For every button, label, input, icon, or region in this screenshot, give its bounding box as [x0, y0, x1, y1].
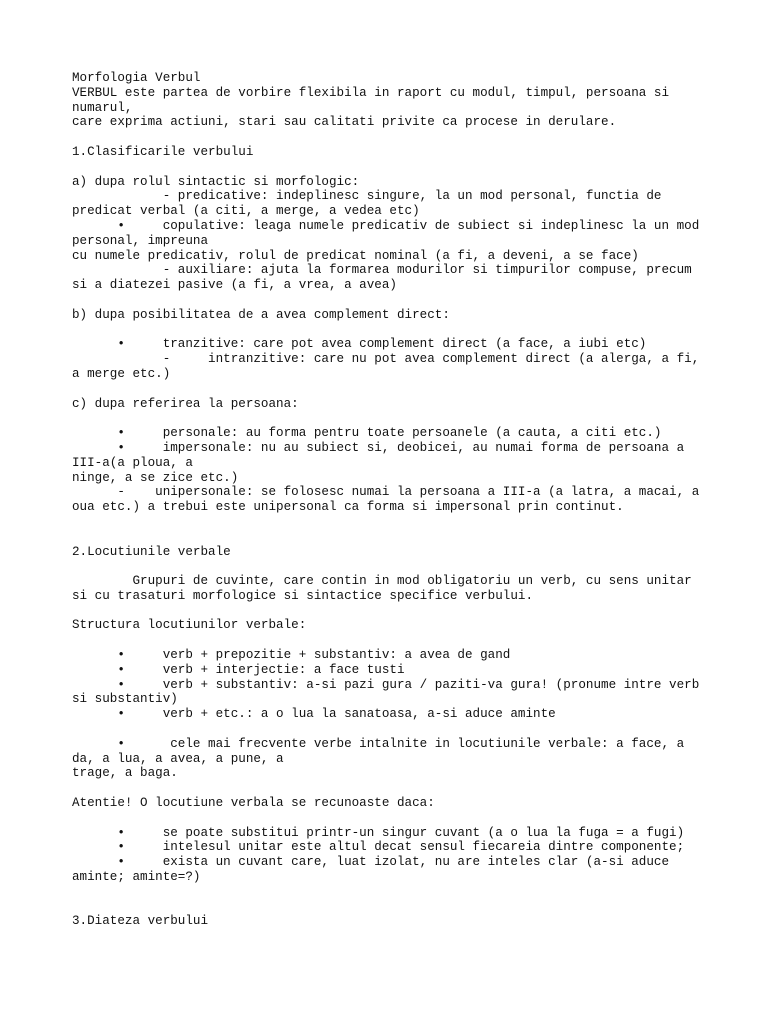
document-line: c) dupa referirea la persoana:	[72, 396, 299, 411]
document-line: care exprima actiuni, stari sau calitati privite ca procese in derulare.	[72, 115, 617, 130]
document-line: • exista un cuvant care, luat izolat, nu are inteles clar (a-si aduce	[72, 855, 670, 870]
document-line	[72, 323, 712, 338]
document-line	[72, 160, 712, 175]
document-line: Structura locutiunilor verbale:	[72, 618, 307, 633]
document-line: VERBUL este partea de vorbire flexibila in raport cu modul, timpul, persoana si	[72, 85, 670, 100]
document-line: a merge etc.)	[72, 366, 171, 381]
document-line: - auxiliare: ajuta la formarea modurilor si timpurilor compuse, precum	[72, 263, 692, 278]
document-line: da, a lua, a avea, a pune, a	[72, 751, 284, 766]
document-line: trage, a baga.	[72, 766, 178, 781]
document-line	[72, 633, 712, 648]
document-line: - intranzitive: care nu pot avea complement direct (a alerga, a fi,	[72, 352, 700, 367]
document-line: • intelesul unitar este altul decat sensul fiecareia dintre componente;	[72, 840, 685, 855]
document-line: • personale: au forma pentru toate persoanele (a cauta, a citi etc.)	[72, 426, 662, 441]
document-line: • verb + prepozitie + substantiv: a avea de gand	[72, 648, 511, 663]
document-line	[72, 382, 712, 397]
document-line	[72, 559, 712, 574]
document-line: aminte; aminte=?)	[72, 870, 201, 885]
document-line: numarul,	[72, 100, 133, 115]
document-line	[72, 411, 712, 426]
document-line: Grupuri de cuvinte, care contin in mod obligatoriu un verb, cu sens unitar	[72, 574, 692, 589]
document-line: 3.Diateza verbului	[72, 914, 209, 929]
document-line: b) dupa posibilitatea de a avea complement direct:	[72, 307, 450, 322]
document-line: a) dupa rolul sintactic si morfologic:	[72, 174, 360, 189]
document-line: personal, impreuna	[72, 233, 209, 248]
document-line: si cu trasaturi morfologice si sintactice specifice verbului.	[72, 588, 534, 603]
document-line: Atentie! O locutiune verbala se recunoaste daca:	[72, 796, 435, 811]
document-line	[72, 530, 712, 545]
document-line	[72, 722, 712, 737]
document-line: 2.Locutiunile verbale	[72, 544, 231, 559]
document-line	[72, 781, 712, 796]
document-line: • se poate substitui printr-un singur cuvant (a o lua la fuga = a fugi)	[72, 825, 685, 840]
document-line: • copulative: leaga numele predicativ de subiect si indeplinesc la un mod	[72, 218, 700, 233]
document-line: • verb + etc.: a o lua la sanatoasa, a-si aduce aminte	[72, 707, 556, 722]
document-line: III-a(a ploua, a	[72, 455, 193, 470]
document-line: Morfologia Verbul	[72, 71, 201, 85]
document-line	[72, 130, 712, 145]
document-line	[72, 900, 712, 915]
document-line	[72, 885, 712, 900]
document-line: predicat verbal (a citi, a merge, a vedea etc)	[72, 204, 420, 219]
document-line: oua etc.) a trebui este unipersonal ca forma si impersonal prin continut.	[72, 500, 624, 515]
document-line: cu numele predicativ, rolul de predicat nominal (a fi, a deveni, a se face)	[72, 248, 639, 263]
document-line: • verb + substantiv: a-si pazi gura / paziti-va gura! (pronume intre verb	[72, 677, 700, 692]
document-line	[72, 515, 712, 530]
document-line	[72, 293, 712, 308]
document-line: • cele mai frecvente verbe intalnite in locutiunile verbale: a face, a	[72, 736, 685, 751]
document-line: • verb + interjectie: a face tusti	[72, 662, 405, 677]
document-line: si substantiv)	[72, 692, 178, 707]
document-line: si a diatezei pasive (a fi, a vrea, a avea)	[72, 278, 397, 293]
document-page	[72, 71, 712, 929]
document-line: ninge, a se zice etc.)	[72, 470, 239, 485]
document-line	[72, 604, 712, 619]
document-line: • tranzitive: care pot avea complement direct (a face, a iubi etc)	[72, 337, 647, 352]
document-line: 1.Clasificarile verbului	[72, 144, 254, 159]
document-line: - predicative: indeplinesc singure, la un mod personal, functia de	[72, 189, 662, 204]
document-line: • impersonale: nu au subiect si, deobicei, au numai forma de persoana a	[72, 440, 685, 455]
document-line: - unipersonale: se folosesc numai la persoana a III-a (a latra, a macai, a	[72, 485, 700, 500]
document-line	[72, 811, 712, 826]
